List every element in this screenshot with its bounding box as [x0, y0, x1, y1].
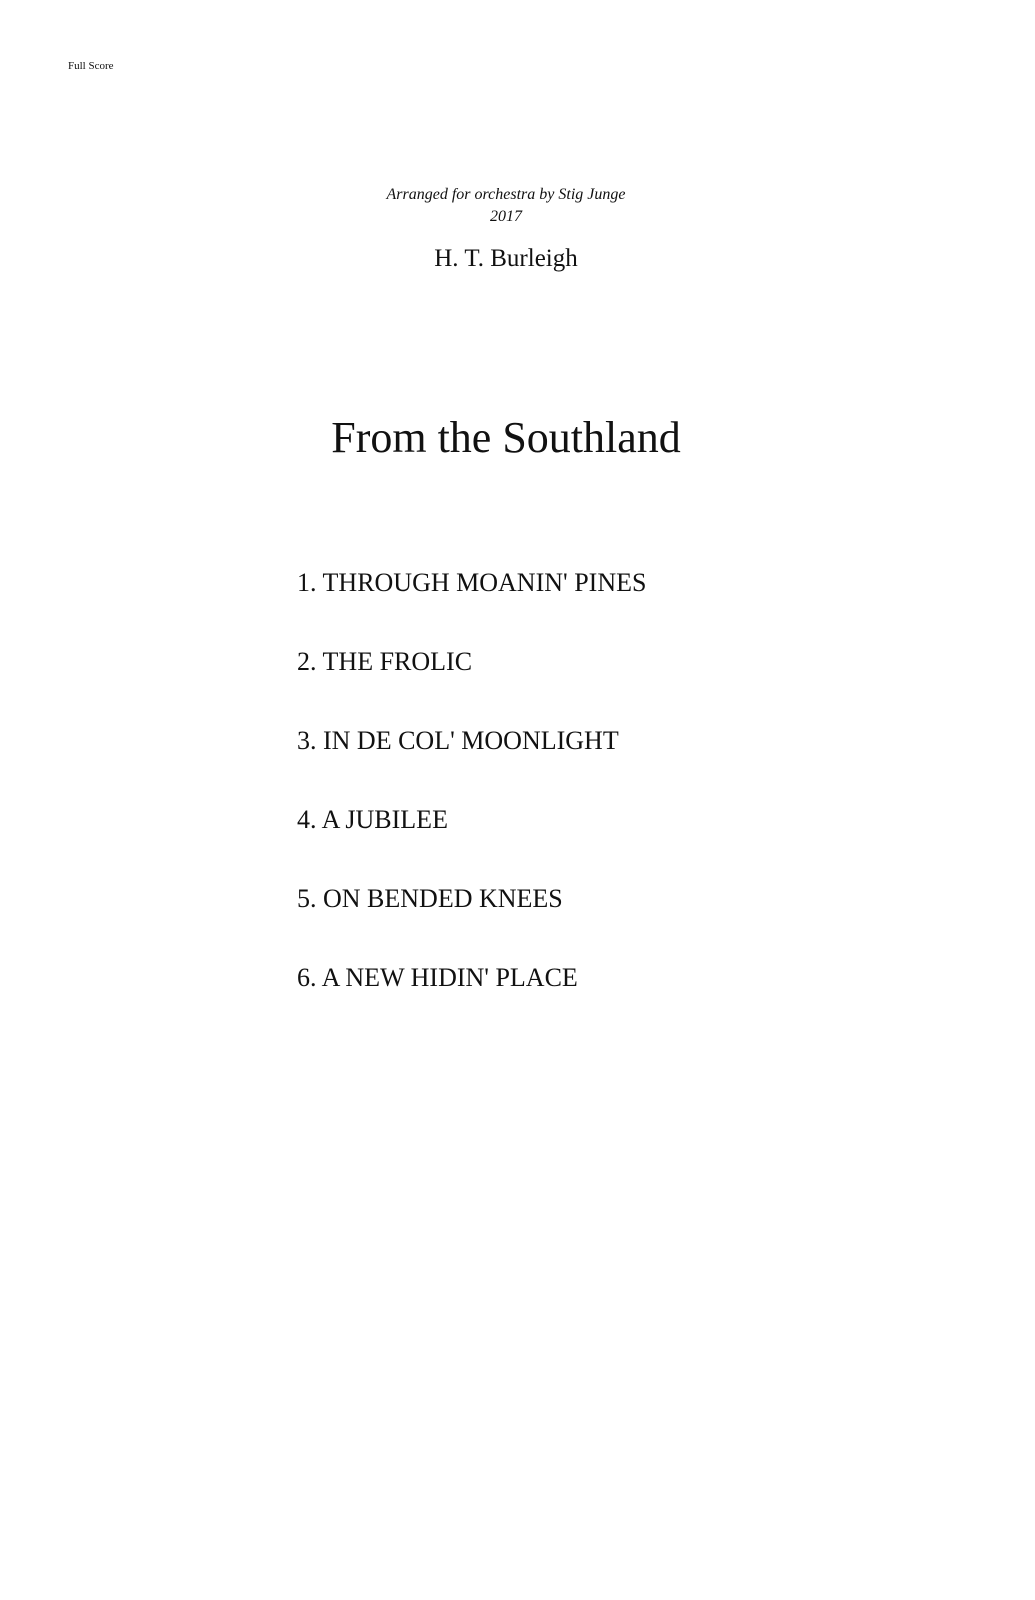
movement-item: 1. THROUGH MOANIN' PINES	[297, 568, 647, 597]
composer-name: H. T. Burleigh	[434, 245, 578, 272]
arranger-line: Arranged for orchestra by Stig Junge	[386, 186, 626, 203]
arranger-credit	[0, 184, 1012, 228]
score-label: Full Score	[68, 60, 114, 72]
movement-item: 2. THE FROLIC	[297, 647, 473, 676]
arrangement-year: 2017	[490, 208, 522, 225]
movement-item: 6. A NEW HIDIN' PLACE	[297, 963, 578, 992]
page-title: From the Southland	[331, 413, 681, 462]
movement-item: 5. ON BENDED KNEES	[297, 884, 563, 913]
movement-item: 4. A JUBILEE	[297, 805, 448, 834]
movement-item: 3. IN DE COL' MOONLIGHT	[297, 726, 619, 755]
movement-list	[297, 565, 646, 1039]
